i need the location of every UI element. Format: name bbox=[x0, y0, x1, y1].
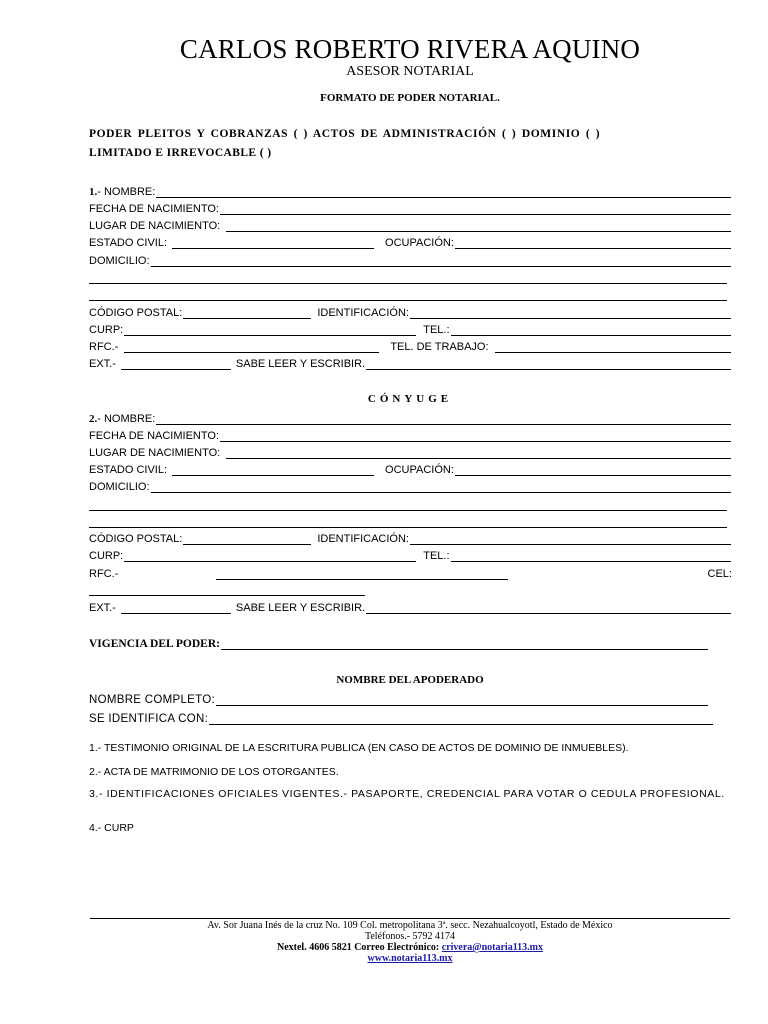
person2-estado-civil-field[interactable] bbox=[172, 464, 374, 476]
person2-rfc-field[interactable] bbox=[216, 568, 508, 580]
person2-cp-label: CÓDIGO POSTAL: bbox=[89, 533, 183, 545]
person1-rfc-field[interactable] bbox=[124, 341, 379, 353]
person2-domicilio-row bbox=[89, 479, 732, 493]
person1-nombre-label: - NOMBRE: bbox=[97, 186, 156, 198]
person1-rfc-label: RFC.- bbox=[89, 341, 119, 353]
footer-phones: Teléfonos.- 5792 4174 bbox=[364, 931, 456, 942]
person1-domicilio-row bbox=[89, 253, 732, 267]
person2-ext-row bbox=[89, 600, 732, 614]
person2-cel-field[interactable] bbox=[89, 595, 365, 596]
person1-sabe-label: SABE LEER Y ESCRIBIR. bbox=[235, 358, 366, 370]
vigencia-row bbox=[89, 636, 709, 650]
person2-nombre-row bbox=[89, 411, 732, 425]
person1-fecha-field[interactable] bbox=[220, 203, 731, 215]
person2-rfc-label: RFC.- bbox=[89, 568, 119, 580]
person2-civil-row bbox=[89, 462, 732, 476]
vigencia-label: VIGENCIA DEL PODER: bbox=[89, 638, 220, 650]
person2-nombre-label: - NOMBRE: bbox=[97, 413, 156, 425]
person1-lugar-label: LUGAR DE NACIMIENTO: bbox=[89, 220, 221, 232]
person1-identificacion-field[interactable] bbox=[410, 307, 731, 319]
apoderado-nombre-row bbox=[89, 692, 709, 706]
person2-curp-row bbox=[89, 548, 732, 562]
person2-domicilio-line-2[interactable] bbox=[89, 510, 727, 511]
person2-number: 2. bbox=[89, 413, 98, 425]
form-title: FORMATO DE PODER NOTARIAL. bbox=[320, 92, 500, 104]
person2-ext-label: EXT.- bbox=[89, 602, 116, 614]
requirement-1: 1.- TESTIMONIO ORIGINAL DE LA ESCRITURA PUBLICA (EN CASO DE ACTOS DE DOMINIO DE INMUEBLES). bbox=[89, 742, 629, 754]
footer-contact bbox=[90, 942, 730, 953]
person1-ocupacion-label: OCUPACIÓN: bbox=[385, 237, 454, 249]
footer-address: Av. Sor Juana Inés de la cruz No. 109 Col. metropolitana 3ª. secc. Nezahualcoyotl, Estado de México bbox=[207, 920, 613, 931]
person1-civil-row bbox=[89, 235, 732, 249]
power-types-line-1: PODER PLEITOS Y COBRANZAS ( ) ACTOS DE ADMINISTRACIÓN ( ) DOMINIO ( ) bbox=[89, 128, 601, 140]
vigencia-field[interactable] bbox=[221, 638, 708, 650]
person1-estado-civil-field[interactable] bbox=[172, 237, 374, 249]
person2-cp-row bbox=[89, 531, 732, 545]
person1-curp-field[interactable] bbox=[124, 324, 416, 336]
person1-tel-field[interactable] bbox=[451, 324, 731, 336]
person2-cel-label: CEL: bbox=[707, 568, 732, 580]
apoderado-identifica-field[interactable] bbox=[209, 713, 713, 725]
power-types-line-2: LIMITADO E IRREVOCABLE ( ) bbox=[89, 147, 272, 159]
apoderado-identifica-label: SE IDENTIFICA CON: bbox=[89, 713, 209, 725]
person1-tel-trabajo-field[interactable] bbox=[495, 341, 731, 353]
person2-ext-field[interactable] bbox=[121, 602, 231, 614]
person1-ext-field[interactable] bbox=[121, 358, 231, 370]
person1-curp-row bbox=[89, 322, 732, 336]
footer-email-link[interactable]: crivera@notaria113.mx bbox=[441, 942, 543, 953]
person2-rfc-row bbox=[89, 566, 732, 580]
person1-ext-label: EXT.- bbox=[89, 358, 116, 370]
apoderado-heading: NOMBRE DEL APODERADO bbox=[336, 674, 484, 686]
person1-identificacion-label: IDENTIFICACIÓN: bbox=[317, 307, 409, 319]
footer-divider bbox=[90, 918, 730, 919]
person1-domicilio-line-3[interactable] bbox=[89, 300, 727, 301]
person1-tel-trabajo-label: TEL. DE TRABAJO: bbox=[390, 341, 489, 353]
person2-curp-field[interactable] bbox=[124, 550, 416, 562]
person2-fecha-field[interactable] bbox=[220, 430, 731, 442]
spouse-heading: CÓNYUGE bbox=[367, 393, 453, 405]
person1-domicilio-label: DOMICILIO: bbox=[89, 255, 150, 267]
requirement-3: 3.- IDENTIFICACIONES OFICIALES VIGENTES.- PASAPORTE, CREDENCIAL PARA VOTAR O CEDULA PROFESIONAL. bbox=[89, 788, 725, 800]
apoderado-identifica-row bbox=[89, 711, 714, 725]
person1-estado-civil-label: ESTADO CIVIL: bbox=[89, 237, 168, 249]
person2-tel-field[interactable] bbox=[451, 550, 731, 562]
person2-fecha-label: FECHA DE NACIMIENTO: bbox=[89, 430, 219, 442]
person2-ocupacion-field[interactable] bbox=[455, 464, 731, 476]
person1-domicilio-line-2[interactable] bbox=[89, 283, 727, 284]
document-subtitle: ASESOR NOTARIAL bbox=[346, 64, 474, 79]
person1-ext-row bbox=[89, 356, 732, 370]
person1-rfc-row bbox=[89, 339, 732, 353]
person2-identificacion-field[interactable] bbox=[410, 533, 731, 545]
person2-curp-label: CURP: bbox=[89, 550, 124, 562]
requirement-4: 4.- CURP bbox=[89, 822, 134, 834]
person2-domicilio-field[interactable] bbox=[151, 481, 731, 493]
person1-sabe-field[interactable] bbox=[366, 358, 731, 370]
footer-website-link[interactable]: www.notaria113.mx bbox=[367, 953, 453, 964]
person1-fecha-row bbox=[89, 201, 732, 215]
person1-tel-label: TEL.: bbox=[423, 324, 450, 336]
person2-sabe-label: SABE LEER Y ESCRIBIR. bbox=[235, 602, 366, 614]
person2-domicilio-label: DOMICILIO: bbox=[89, 481, 150, 493]
footer-nextel: Nextel. 4606 5821 Correo Electrónico: bbox=[277, 942, 440, 953]
person1-nombre-field[interactable] bbox=[156, 186, 731, 198]
apoderado-nombre-field[interactable] bbox=[216, 694, 708, 706]
requirement-2: 2.- ACTA DE MATRIMONIO DE LOS OTORGANTES. bbox=[89, 766, 339, 778]
person1-cp-row bbox=[89, 305, 732, 319]
person1-ocupacion-field[interactable] bbox=[455, 237, 731, 249]
person2-lugar-row bbox=[89, 445, 732, 459]
person1-cp-label: CÓDIGO POSTAL: bbox=[89, 307, 183, 319]
person2-identificacion-label: IDENTIFICACIÓN: bbox=[317, 533, 409, 545]
person2-lugar-field[interactable] bbox=[226, 447, 731, 459]
person2-lugar-label: LUGAR DE NACIMIENTO: bbox=[89, 447, 221, 459]
document-title: CARLOS ROBERTO RIVERA AQUINO bbox=[179, 34, 641, 64]
person1-lugar-row bbox=[89, 218, 732, 232]
person1-lugar-field[interactable] bbox=[226, 220, 731, 232]
person2-tel-label: TEL.: bbox=[423, 550, 450, 562]
person2-fecha-row bbox=[89, 428, 732, 442]
person1-cp-field[interactable] bbox=[183, 307, 311, 319]
person1-curp-label: CURP: bbox=[89, 324, 124, 336]
person2-nombre-field[interactable] bbox=[156, 413, 731, 425]
person1-domicilio-field[interactable] bbox=[151, 255, 731, 267]
person2-ocupacion-label: OCUPACIÓN: bbox=[385, 464, 454, 476]
person1-number: 1. bbox=[89, 186, 98, 198]
person2-estado-civil-label: ESTADO CIVIL: bbox=[89, 464, 168, 476]
person1-fecha-label: FECHA DE NACIMIENTO: bbox=[89, 203, 219, 215]
person2-domicilio-line-3[interactable] bbox=[89, 527, 727, 528]
person1-nombre-row bbox=[89, 184, 732, 198]
person2-cp-field[interactable] bbox=[183, 533, 311, 545]
apoderado-nombre-label: NOMBRE COMPLETO: bbox=[89, 694, 215, 706]
person2-sabe-field[interactable] bbox=[366, 602, 731, 614]
footer-website bbox=[90, 953, 730, 964]
